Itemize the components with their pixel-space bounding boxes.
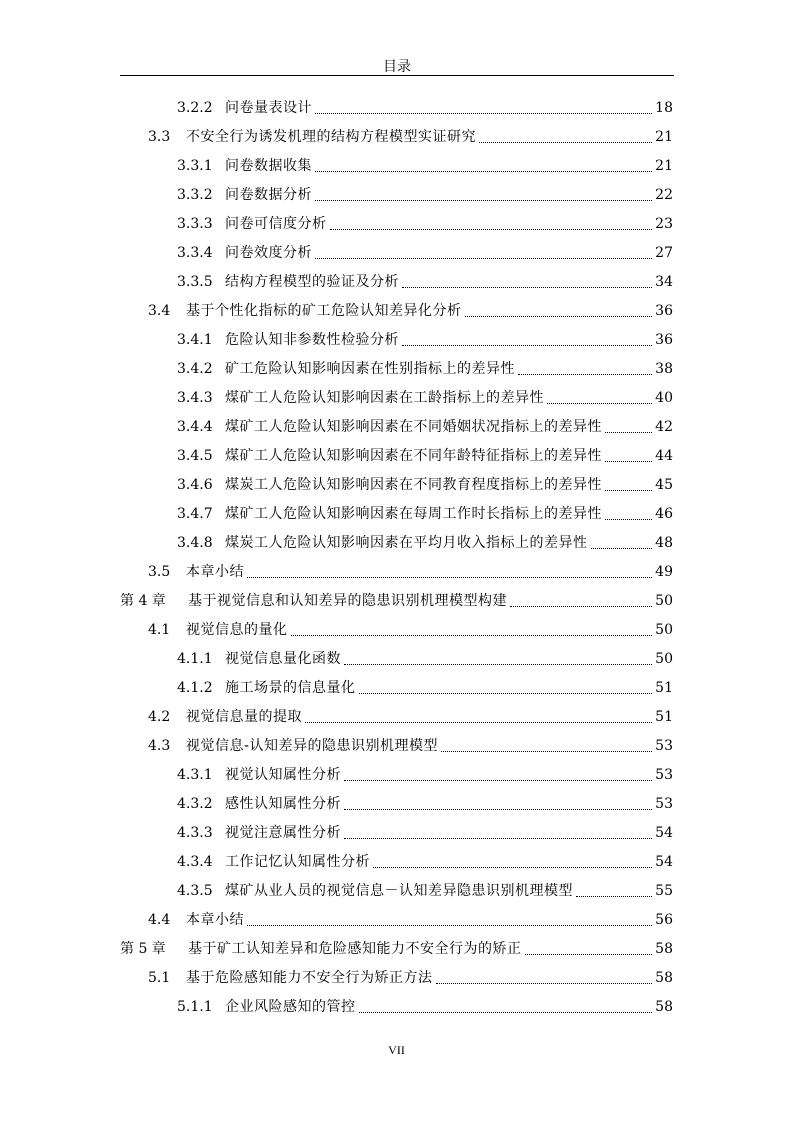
toc-entry-page: 42 [655, 418, 673, 435]
toc-entry-title: 视觉信息-认知差异的隐患识别机理模型 [186, 737, 439, 754]
toc-entry-title: 基于个性化指标的矿工危险认知差异化分析 [186, 302, 462, 319]
toc-entry-page: 45 [655, 476, 673, 493]
toc-entry-page: 34 [655, 273, 673, 290]
toc-entry[interactable] [0, 180, 793, 209]
toc-entry[interactable] [0, 963, 793, 992]
toc-entry-page: 49 [655, 563, 673, 580]
toc-dot-leader [344, 663, 652, 665]
toc-entry-title: 煤矿工人危险认知影响因素在每周工作时长指标上的差异性 [225, 505, 602, 522]
toc-entry[interactable] [0, 818, 793, 847]
toc-dot-leader [315, 199, 652, 201]
toc-dot-leader [510, 605, 652, 607]
toc-entry-page: 53 [655, 766, 673, 783]
toc-dot-leader [576, 895, 652, 897]
toc-entry-page: 40 [655, 389, 673, 406]
toc-entry-number: 3.3.4 [177, 244, 213, 261]
toc-entry-number: 4.3.3 [177, 824, 213, 841]
toc-entry[interactable] [0, 354, 793, 383]
toc-entry[interactable] [0, 731, 793, 760]
toc-entry-title: 煤矿工人危险认知影响因素在工龄指标上的差异性 [225, 389, 544, 406]
toc-entry[interactable] [0, 615, 793, 644]
toc-entry-title: 基于视觉信息和认知差异的隐患识别机理模型构建 [188, 592, 507, 609]
toc-entry-title: 煤矿从业人员的视觉信息－认知差异隐患识别机理模型 [225, 882, 573, 899]
toc-entry-page: 21 [655, 157, 673, 174]
toc-entry[interactable] [0, 760, 793, 789]
toc-entry-number: 3.4.4 [177, 418, 213, 435]
toc-entry[interactable] [0, 93, 793, 122]
toc-entry-number: 3.4.2 [177, 360, 213, 377]
toc-entry-number: 第 4 章 [120, 592, 166, 609]
toc-dot-leader [291, 634, 653, 636]
toc-entry-number: 4.1.1 [177, 650, 213, 667]
toc-entry-number: 3.3.1 [177, 157, 213, 174]
toc-entry-page: 46 [655, 505, 673, 522]
toc-entry-number: 4.1 [148, 621, 171, 638]
toc-entry-page: 23 [655, 215, 673, 232]
toc-dot-leader [605, 431, 652, 433]
toc-entry-page: 58 [655, 998, 673, 1015]
toc-entry-number: 3.4.7 [177, 505, 213, 522]
toc-entry-title: 结构方程模型的验证及分析 [225, 273, 399, 290]
toc-entry[interactable] [0, 905, 793, 934]
toc-entry-page: 56 [655, 911, 673, 928]
toc-entry-page: 22 [655, 186, 673, 203]
toc-entry-title: 问卷量表设计 [225, 99, 312, 116]
toc-entry[interactable] [0, 122, 793, 151]
page-number: VII [388, 1043, 405, 1057]
toc-dot-leader [373, 866, 652, 868]
toc-dot-leader [479, 141, 652, 143]
toc-dot-leader [465, 315, 653, 317]
toc-dot-leader [247, 924, 652, 926]
toc-dot-leader [605, 489, 652, 491]
toc-entry-title: 视觉信息量的提取 [186, 708, 302, 725]
toc-entry-title: 施工场景的信息量化 [225, 679, 356, 696]
toc-entry-page: 27 [655, 244, 673, 261]
toc-dot-leader [605, 518, 652, 520]
toc-entry-number: 4.3.5 [177, 882, 213, 899]
toc-entry-title: 危险认知非参数性检验分析 [225, 331, 399, 348]
toc-entry-title: 煤矿工人危险认知影响因素在不同年龄特征指标上的差异性 [225, 447, 602, 464]
toc-entry-title: 问卷数据收集 [225, 157, 312, 174]
toc-entry-title: 问卷可信度分析 [225, 215, 327, 232]
toc-entry[interactable] [0, 586, 793, 615]
toc-dot-leader [344, 808, 652, 810]
toc-entry[interactable] [0, 383, 793, 412]
toc-dot-leader [315, 170, 652, 172]
toc-entry[interactable] [0, 789, 793, 818]
toc-dot-leader [305, 721, 652, 723]
toc-entry-number: 5.1.1 [177, 998, 213, 1015]
toc-entry-number: 3.4.3 [177, 389, 213, 406]
toc-entry[interactable] [0, 267, 793, 296]
toc-entry-title: 工作记忆认知属性分析 [225, 853, 370, 870]
toc-entry-page: 54 [655, 824, 673, 841]
toc-entry-number: 3.4.6 [177, 476, 213, 493]
toc-entry[interactable] [0, 296, 793, 325]
toc-dot-leader [402, 344, 652, 346]
toc-dot-leader [344, 779, 652, 781]
toc-entry[interactable] [0, 238, 793, 267]
toc-dot-leader [330, 228, 653, 230]
toc-entry-page: 21 [655, 128, 673, 145]
toc-entry-page: 44 [655, 447, 673, 464]
toc-entry[interactable] [0, 847, 793, 876]
toc-entry-number: 4.3.1 [177, 766, 213, 783]
toc-entry-page: 53 [655, 795, 673, 812]
toc-entry-title: 视觉信息量化函数 [225, 650, 341, 667]
toc-entry-number: 3.3.5 [177, 273, 213, 290]
toc-entry[interactable] [0, 325, 793, 354]
toc-entry-page: 53 [655, 737, 673, 754]
toc-dot-leader [402, 286, 652, 288]
toc-entry-title: 煤炭工人危险认知影响因素在平均月收入指标上的差异性 [225, 534, 588, 551]
toc-entry[interactable] [0, 528, 793, 557]
toc-entry-number: 4.1.2 [177, 679, 213, 696]
toc-entry-title: 不安全行为诱发机理的结构方程模型实证研究 [186, 128, 476, 145]
toc-entry-page: 50 [655, 650, 673, 667]
toc-entry-page: 50 [655, 592, 673, 609]
toc-dot-leader [547, 402, 652, 404]
running-header-title: 目录 [383, 59, 411, 75]
toc-entry-title: 煤炭工人危险认知影响因素在不同教育程度指标上的差异性 [225, 476, 602, 493]
header-divider [120, 75, 674, 76]
toc-entry-title: 基于矿工认知差异和危险感知能力不安全行为的矫正 [188, 940, 522, 957]
table-of-contents [0, 93, 793, 1021]
toc-entry[interactable] [0, 470, 793, 499]
toc-dot-leader [315, 112, 652, 114]
toc-entry-page: 36 [655, 331, 673, 348]
toc-entry-page: 18 [655, 99, 673, 116]
toc-dot-leader [518, 373, 652, 375]
toc-dot-leader [315, 257, 652, 259]
toc-dot-leader [441, 750, 652, 752]
toc-entry[interactable] [0, 876, 793, 905]
toc-entry[interactable] [0, 499, 793, 528]
toc-entry-number: 4.3.2 [177, 795, 213, 812]
toc-entry-page: 58 [655, 969, 673, 986]
toc-entry[interactable] [0, 992, 793, 1021]
toc-entry[interactable] [0, 209, 793, 238]
toc-entry-page: 51 [655, 679, 673, 696]
toc-entry-title: 本章小结 [186, 563, 244, 580]
toc-entry-number: 第 5 章 [120, 940, 166, 957]
toc-dot-leader [359, 1011, 653, 1013]
toc-dot-leader [247, 576, 652, 578]
toc-entry-number: 3.2.2 [177, 99, 213, 116]
toc-entry-page: 48 [655, 534, 673, 551]
toc-entry[interactable] [0, 557, 793, 586]
toc-entry-title: 问卷数据分析 [225, 186, 312, 203]
toc-entry-number: 3.3.2 [177, 186, 213, 203]
toc-dot-leader [591, 547, 653, 549]
toc-entry-number: 3.4 [148, 302, 171, 319]
toc-dot-leader [436, 982, 653, 984]
toc-entry[interactable] [0, 151, 793, 180]
toc-entry-title: 视觉注意属性分析 [225, 824, 341, 841]
toc-dot-leader [525, 953, 653, 955]
toc-entry-title: 基于危险感知能力不安全行为矫正方法 [186, 969, 433, 986]
toc-entry-number: 3.3.3 [177, 215, 213, 232]
toc-entry-number: 4.2 [148, 708, 171, 725]
toc-entry-title: 煤矿工人危险认知影响因素在不同婚姻状况指标上的差异性 [225, 418, 602, 435]
toc-entry-title: 矿工危险认知影响因素在性别指标上的差异性 [225, 360, 515, 377]
toc-entry-page: 54 [655, 853, 673, 870]
toc-entry-page: 55 [655, 882, 673, 899]
toc-entry-page: 51 [655, 708, 673, 725]
toc-entry-number: 4.4 [148, 911, 171, 928]
toc-entry-number: 3.4.1 [177, 331, 213, 348]
toc-entry[interactable] [0, 412, 793, 441]
toc-entry[interactable] [0, 441, 793, 470]
toc-entry-title: 视觉信息的量化 [186, 621, 288, 638]
toc-entry-page: 36 [655, 302, 673, 319]
toc-dot-leader [344, 837, 652, 839]
toc-entry-title: 企业风险感知的管控 [225, 998, 356, 1015]
toc-dot-leader [359, 692, 653, 694]
toc-entry-number: 3.4.8 [177, 534, 213, 551]
toc-entry[interactable] [0, 934, 793, 963]
toc-entry-page: 38 [655, 360, 673, 377]
toc-entry-number: 5.1 [148, 969, 171, 986]
toc-entry-number: 3.5 [148, 563, 171, 580]
toc-entry-number: 3.3 [148, 128, 171, 145]
toc-entry-number: 3.4.5 [177, 447, 213, 464]
toc-dot-leader [605, 460, 652, 462]
toc-entry[interactable] [0, 673, 793, 702]
toc-entry-title: 感性认知属性分析 [225, 795, 341, 812]
toc-entry-page: 58 [655, 940, 673, 957]
toc-entry-title: 问卷效度分析 [225, 244, 312, 261]
toc-entry-page: 50 [655, 621, 673, 638]
toc-entry-title: 本章小结 [186, 911, 244, 928]
toc-entry[interactable] [0, 644, 793, 673]
toc-entry-number: 4.3 [148, 737, 171, 754]
toc-entry[interactable] [0, 702, 793, 731]
toc-entry-number: 4.3.4 [177, 853, 213, 870]
toc-entry-title: 视觉认知属性分析 [225, 766, 341, 783]
